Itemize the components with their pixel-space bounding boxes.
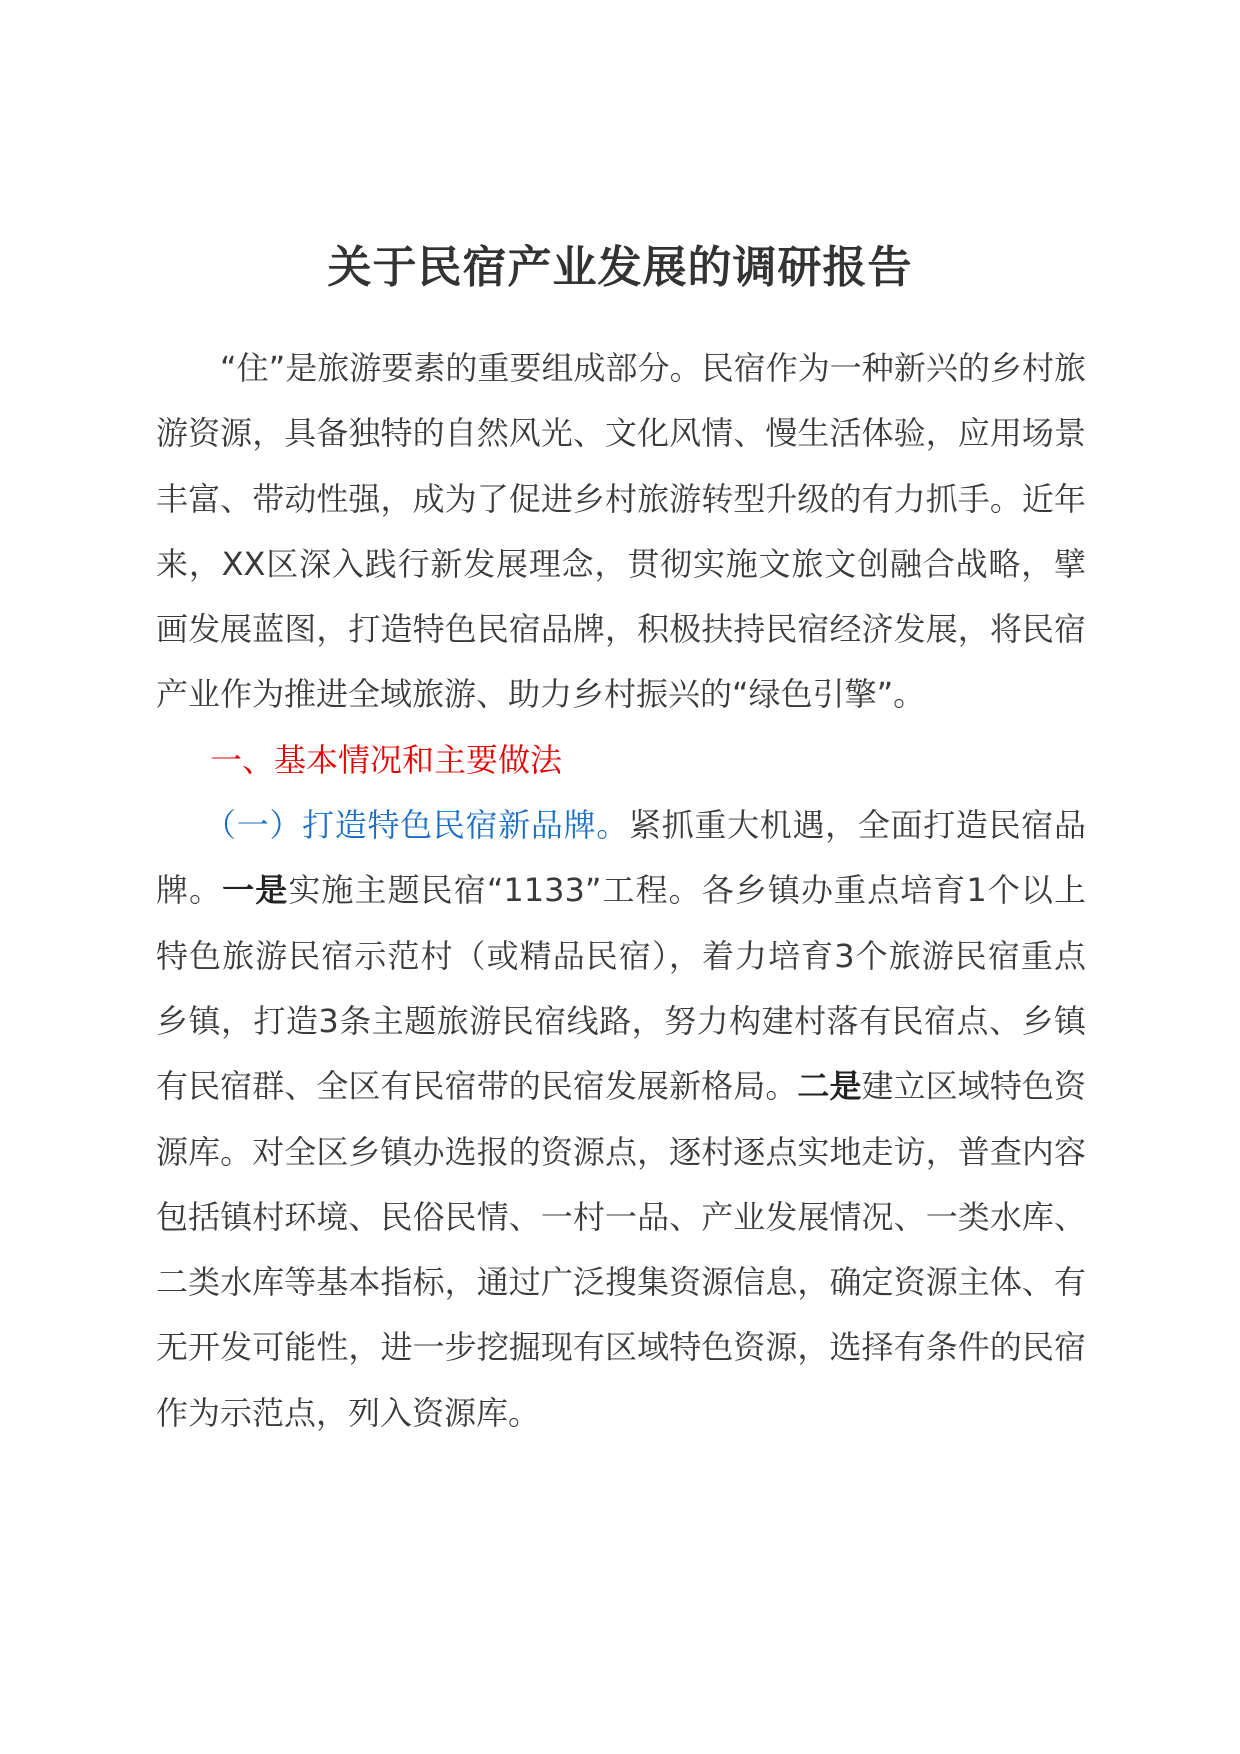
- section-heading: 一、基本情况和主要做法: [210, 740, 563, 779]
- point-2-label: 二是: [797, 1067, 862, 1106]
- subsection-heading: （一）打造特色民宿新品牌。: [204, 806, 629, 845]
- intro-paragraph: “住”是旅游要素的重要组成部分。民宿作为一种新兴的乡村旅游资源，具备独特的自然风光、文化风情、慢生活体验，应用场景丰富、带动性强，成为了促进乡村旅游转型升级的有力抓手。近年来，XX区深入践行新发展理念，贯彻实施文旅文创融合战略，擘画发展蓝图，打造特色民宿品牌，积极扶持民宿经济发展，将民宿产业作为推进全域旅游、助力乡村振兴的“绿色引擎”。: [156, 349, 1086, 714]
- point-1-text: 实施主题民宿“1133”工程。各乡镇办重点培育1个以上特色旅游民宿示范村（或精品民宿），着力培育3个旅游民宿重点乡镇，打造3条主题旅游民宿线路，努力构建村落有民宿点、乡镇有民宿群、全区有民宿带的民宿发展新格局。: [156, 871, 1086, 1106]
- point-1-label: 一是: [222, 871, 289, 910]
- subsection-paragraph: [156, 793, 1086, 1446]
- document-body: [156, 336, 1086, 1446]
- document-title: 关于民宿产业发展的调研报告: [327, 242, 913, 293]
- point-2-text: 建立区域特色资源库。对全区乡镇办选报的资源点，逐村逐点实地走访，普查内容包括镇村环境、民俗民情、一村一品、产业发展情况、一类水库、二类水库等基本指标，通过广泛搜集资源信息，确定资源主体、有无开发可能性，进一步挖掘现有区域特色资源，选择有条件的民宿作为示范点，列入资源库。: [156, 1067, 1086, 1432]
- subsection-lead: 紧抓重大机遇，全面打造民宿品牌。: [156, 806, 1086, 910]
